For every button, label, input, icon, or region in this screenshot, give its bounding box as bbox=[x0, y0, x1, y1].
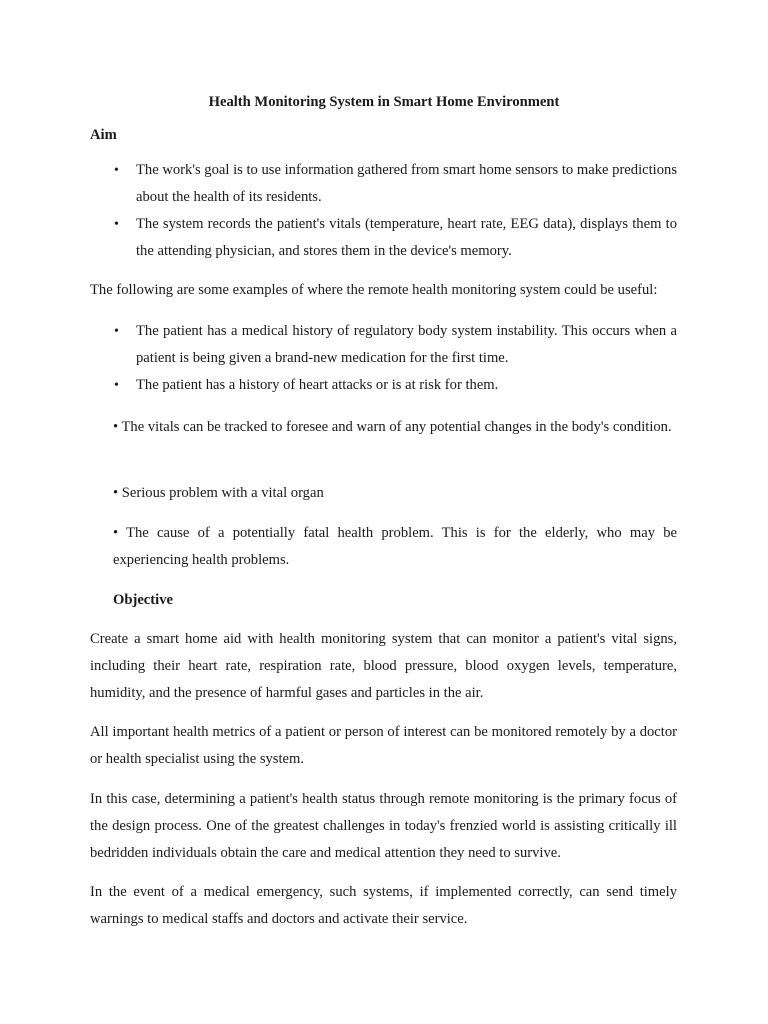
paragraph: Create a smart home aid with health monitoring system that can monitor a patient's vital signs, including their heart rate, respiration rate, blood pressure, blood oxygen levels, temperature, humidity, and the presence of harmful gases and particles in the air. bbox=[90, 631, 677, 701]
aim-list bbox=[90, 157, 677, 265]
examples-list bbox=[90, 318, 677, 399]
paragraph: In this case, determining a patient's health status through remote monitoring is the primary focus of the design process. One of the greatest challenges in today's frenzied world is assisting critically ill bedridden individuals obtain the care and medical attention they need to survive. bbox=[90, 791, 677, 861]
list-item: • The patient has a history of heart attacks or is at risk for them. bbox=[90, 372, 677, 399]
paragraph: In the event of a medical emergency, such systems, if implemented correctly, can send timely warnings to medical staffs and doctors and activate their service. bbox=[90, 884, 677, 927]
inline-bullet: • Serious problem with a vital organ bbox=[113, 485, 324, 501]
objective-heading: Objective bbox=[113, 592, 173, 608]
paragraph: All important health metrics of a patient or person of interest can be monitored remotely by a doctor or health specialist using the system. bbox=[90, 724, 677, 767]
inline-bullet: • The cause of a potentially fatal health problem. This is for the elderly, who may be experiencing health problems. bbox=[113, 525, 677, 568]
aim-heading: Aim bbox=[90, 127, 117, 143]
list-item: • The work's goal is to use information gathered from smart home sensors to make predictions about the health of its residents. bbox=[90, 157, 677, 211]
document-title: Health Monitoring System in Smart Home Environment bbox=[208, 94, 560, 110]
list-item: • The patient has a medical history of regulatory body system instability. This occurs when a patient is being given a brand-new medication for the first time. bbox=[90, 318, 677, 372]
inline-bullet: • The vitals can be tracked to foresee and warn of any potential changes in the body's condition. bbox=[113, 419, 672, 435]
examples-intro: The following are some examples of where the remote health monitoring system could be useful: bbox=[90, 282, 658, 298]
list-item: • The system records the patient's vitals (temperature, heart rate, EEG data), displays them to the attending physician, and stores them in the device's memory. bbox=[90, 211, 677, 265]
